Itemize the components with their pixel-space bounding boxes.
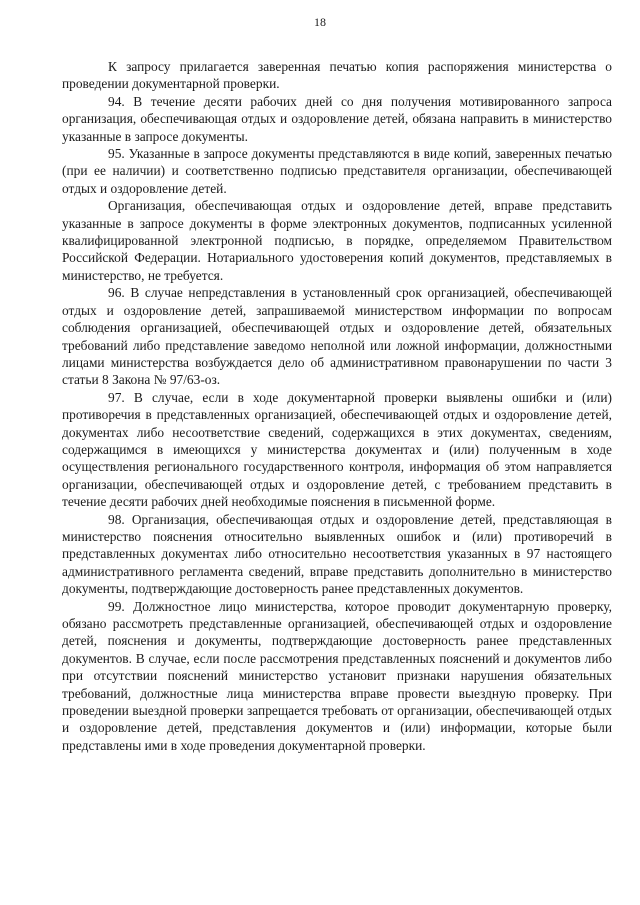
paragraph-95: 95. Указанные в запросе документы представляются в виде копий, заверенных печатью (при ее наличии) и соответственно подписью представителя организации, обеспечивающей отдых и оздоровление детей.: [62, 146, 612, 196]
paragraph-96: 96. В случае непредставления в установленный срок организацией, обеспечивающей отдых и оздоровление детей, запрашиваемой министерством информации по вопросам соблюдения организацией, обеспечивающей отдых и оздоровление детей, обязательных требований либо представление заведомо неполной или ложной информации, должностными лицами министерства возбуждается дело об административном правонарушении по части 3 статьи 8 Закона № 97/63-оз.: [62, 285, 612, 388]
paragraph-97: 97. В случае, если в ходе документарной проверки выявлены ошибки и (или) противоречия в представленных организацией, обеспечивающей отдых и оздоровление детей, документах либо несоответствие сведений, содержащихся в этих документах, сведениям, содержащимся в имеющихся у министерства документах и (или) полученным в ходе осуществления регионального государственного контроля, информация об этом направляется организации, обеспечивающей отдых и оздоровление детей, с требованием представить в течение десяти рабочих дней необходимые пояснения в письменной форме.: [62, 389, 612, 510]
paragraph-attachment: К запросу прилагается заверенная печатью копия распоряжения министерства о проведении документарной проверки.: [62, 59, 612, 92]
page-number: 18: [314, 15, 326, 29]
paragraph-99: 99. Должностное лицо министерства, которое проводит документарную проверку, обязано рассмотреть представленные организацией, обеспечивающей отдых и оздоровление детей, пояснения и документы, подтверждающие достоверность ранее представленных документов. В случае, если после рассмотрения представленных пояснений и документов либо при отсутствии пояснений министерство установит признаки нарушения обязательных требований, должностные лица министерства вправе провести выездную проверку. При проведении выездной проверки запрещается требовать от организации, обеспечивающей отдых и оздоровление детей, представления документов и (или) информации, которые были представлены ими в ходе проведения документарной проверки.: [62, 598, 612, 753]
paragraph-94: 94. В течение десяти рабочих дней со дня получения мотивированного запроса организация, обеспечивающая отдых и оздоровление детей, обязана направить в министерство указанные в запросе документы.: [62, 93, 612, 144]
paragraph-98: 98. Организация, обеспечивающая отдых и оздоровление детей, представляющая в министерство пояснения относительно выявленных ошибок и (или) противоречий в представленных документах либо относительно несоответствия указанных в 97 настоящего административного регламента сведений, вправе представить дополнительно в министерство документы, подтверждающие достоверность ранее представленных документов.: [62, 511, 612, 597]
paragraph-electronic-documents: Организация, обеспечивающая отдых и оздоровление детей, вправе представить указанные в запросе документы в форме электронных документов, подписанных усиленной квалифицированной электронной подписью, в порядке, определяемом Правительством Российской Федерации. Нотариального удостоверения копий документов, представляемых в министерство, не требуется.: [62, 198, 612, 283]
